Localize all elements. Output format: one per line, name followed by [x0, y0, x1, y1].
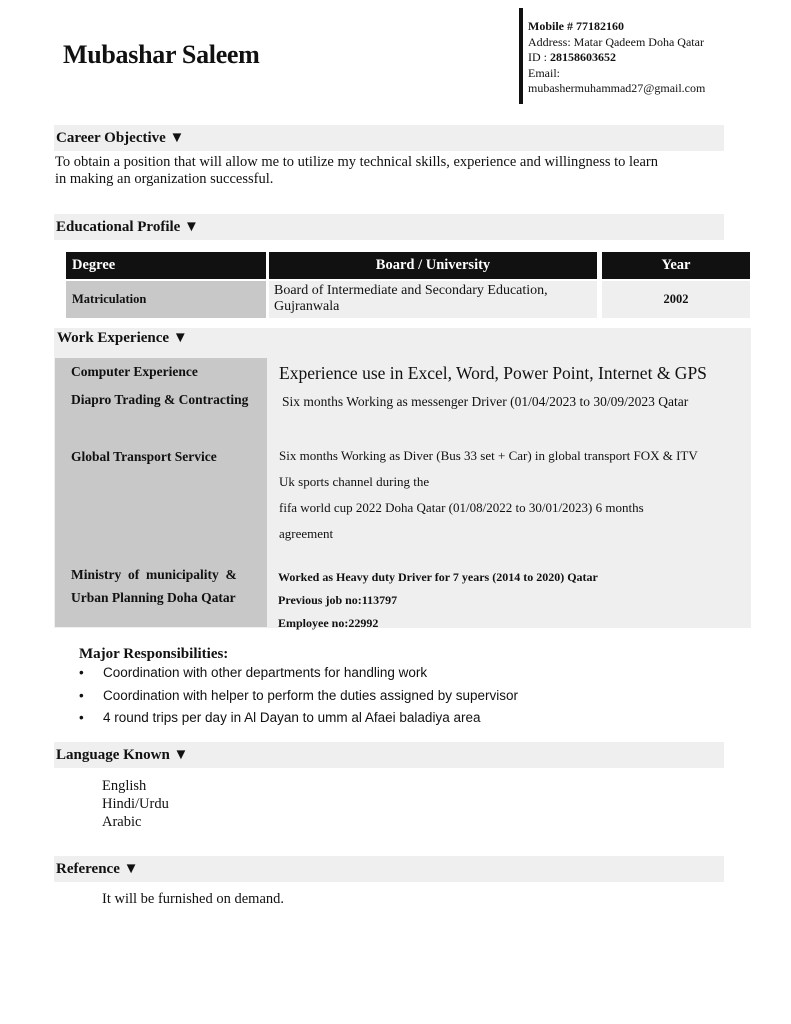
board-cell — [269, 281, 597, 318]
education-heading: Educational Profile ▼ — [54, 214, 724, 240]
board-line-1: Board of Intermediate and Secondary Education, — [274, 283, 548, 298]
list-item — [79, 688, 518, 711]
language-item: Hindi/Urdu — [102, 796, 169, 812]
responsibilities-list — [79, 665, 518, 733]
global-line-1: Six months Working as Diver (Bus 33 set + Car) in global transport FOX & ITV — [279, 448, 698, 463]
ministry-label — [71, 563, 237, 609]
responsibility-text: 4 round trips per day in Al Dayan to umm al Afaei baladiya area — [103, 710, 481, 725]
languages-list — [102, 777, 169, 831]
email-label: Email: — [528, 65, 560, 80]
diapro-label: Diapro Trading & Contracting — [71, 392, 249, 407]
ministry-line-2: Previous job no:113797 — [278, 593, 398, 607]
column-board: Board / University — [269, 252, 597, 279]
ministry-text — [278, 566, 598, 635]
global-line-4: agreement — [279, 526, 334, 541]
candidate-name: Mubashar Saleem — [63, 40, 260, 69]
address: Address: Matar Qadeem Doha Qatar — [528, 34, 704, 49]
ministry-label-line-1: Ministry of municipality & — [71, 567, 237, 582]
column-year: Year — [602, 252, 750, 279]
year-cell: 2002 — [602, 281, 750, 318]
global-line-3: fifa world cup 2022 Doha Qatar (01/08/2022 to 30/01/2023) 6 months — [279, 500, 644, 515]
global-transport-text — [279, 443, 698, 547]
career-objective-heading: Career Objective ▼ — [54, 125, 724, 151]
ministry-label-line-2: Urban Planning Doha Qatar — [71, 590, 236, 605]
work-experience-heading: Work Experience ▼ — [57, 330, 188, 346]
languages-heading: Language Known ▼ — [54, 742, 724, 768]
column-degree: Degree — [66, 252, 266, 279]
reference-heading: Reference ▼ — [54, 856, 724, 882]
global-line-2: Uk sports channel during the — [279, 474, 430, 489]
computer-experience-label: Computer Experience — [71, 364, 198, 379]
global-transport-label: Global Transport Service — [71, 449, 217, 464]
id-line — [528, 50, 705, 66]
career-text-line-1: To obtain a position that will allow me to utilize my technical skills, experience and willingness to learn — [55, 154, 659, 170]
id-value: 28158603652 — [550, 50, 616, 64]
mobile-number: Mobile # 77182160 — [528, 19, 624, 33]
header-divider — [519, 8, 523, 104]
language-item: Arabic — [102, 814, 142, 830]
email-value: mubashermuhammad27@gmail.com — [528, 81, 706, 95]
board-line-2: Gujranwala — [274, 299, 340, 314]
bullet: • — [79, 710, 84, 725]
list-item — [79, 665, 518, 688]
bullet: • — [79, 687, 84, 703]
responsibility-text: Coordination with other departments for handling work — [103, 665, 428, 680]
contact-block — [528, 19, 705, 97]
responsibilities-heading: Major Responsibilities: — [79, 646, 229, 662]
bullet: • — [79, 665, 84, 680]
computer-experience-text: Experience use in Excel, Word, Power Point, Internet & GPS — [279, 363, 707, 383]
degree-cell: Matriculation — [66, 281, 266, 318]
reference-text: It will be furnished on demand. — [102, 891, 285, 907]
list-item — [79, 710, 518, 733]
ministry-line-1: Worked as Heavy duty Driver for 7 years (2014 to 2020) Qatar — [278, 570, 598, 584]
id-label: ID : — [528, 50, 550, 64]
career-objective-text — [55, 154, 715, 188]
language-item: English — [102, 778, 147, 794]
career-text-line-2: in making an organization successful. — [55, 171, 274, 187]
diapro-text: Six months Working as messenger Driver (01/04/2023 to 30/09/2023 Qatar — [282, 394, 689, 409]
responsibility-text: Coordination with helper to perform the duties assigned by supervisor — [103, 687, 518, 703]
ministry-line-3: Employee no:22992 — [278, 616, 379, 630]
